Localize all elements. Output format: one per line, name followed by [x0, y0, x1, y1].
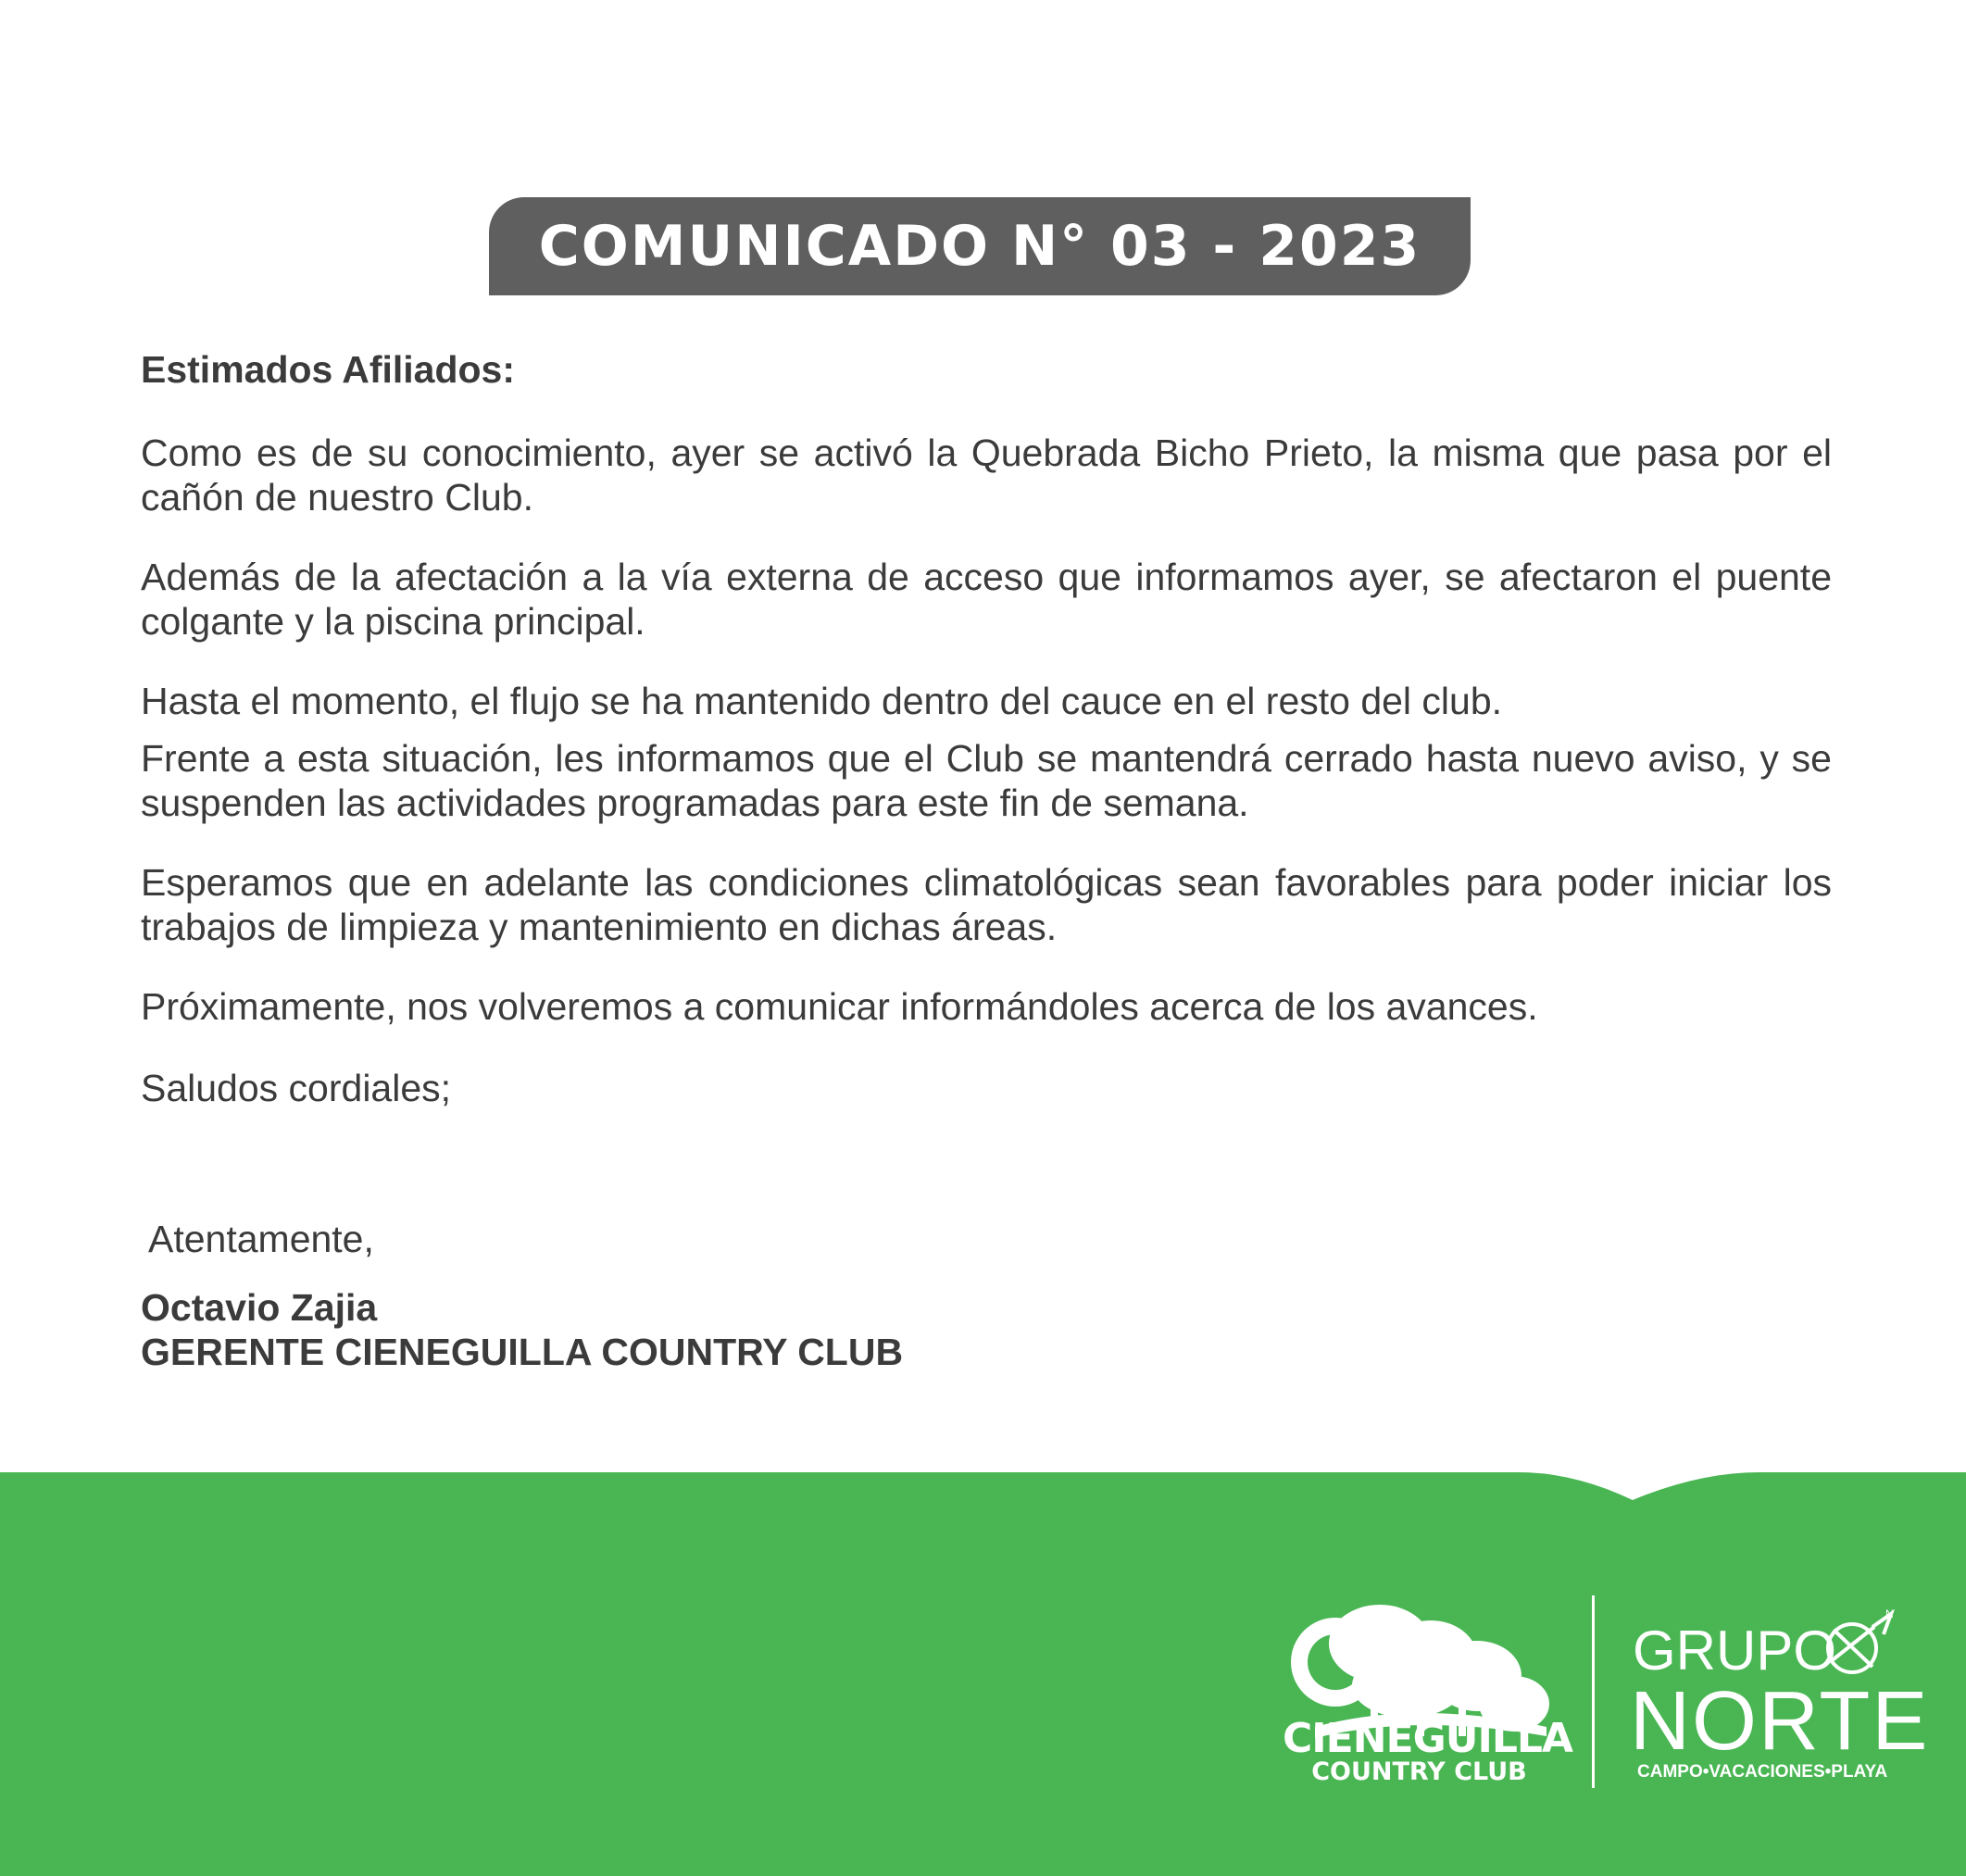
grupo-norte-tagline: CAMPO•VACACIONES•PLAYA	[1637, 1762, 1888, 1782]
page-title: COMUNICADO N° 03 - 2023	[538, 214, 1421, 279]
header-band	[489, 197, 1471, 295]
paragraph-2: Además de la afectación a la vía externa de acceso que informamos ayer, se afectaron el puente colgante y la piscina principal.	[141, 556, 1832, 643]
signer-name: Octavio Zajia	[141, 1286, 378, 1329]
regards: Atentamente,	[148, 1218, 374, 1260]
paragraph-6: Próximamente, nos volveremos a comunicar informándoles acerca de los avances.	[141, 985, 1538, 1028]
paragraph-4: Frente a esta situación, les informamos que el Club se mantendrá cerrado hasta nuevo aviso, y se suspenden las actividades programadas para este fin de semana.	[141, 737, 1832, 824]
closing: Saludos cordiales;	[141, 1067, 452, 1109]
signer-title: GERENTE CIENEGUILLA COUNTRY CLUB	[141, 1331, 904, 1373]
paragraph-1: Como es de su conocimiento, ayer se activó la Quebrada Bicho Prieto, la misma que pasa por el cañón de nuestro Club.	[141, 431, 1832, 519]
cieneguilla-wordmark: CIENEGUILLA	[1283, 1715, 1572, 1762]
compass-icon	[1817, 1607, 1900, 1681]
logo-divider	[1592, 1595, 1595, 1788]
greeting: Estimados Afiliados:	[141, 348, 515, 391]
svg-text:N: N	[1885, 1607, 1894, 1620]
cieneguilla-subtitle: COUNTRY CLUB	[1311, 1757, 1527, 1786]
norte-wordmark: NORTE	[1630, 1675, 1930, 1768]
letter-body	[141, 347, 1832, 1374]
paragraph-5: Esperamos que en adelante las condiciones climatológicas sean favorables para poder iniciar los trabajos de limpieza y mantenimiento en dichas áreas.	[141, 861, 1832, 948]
grupo-wordmark: GRUPO	[1633, 1620, 1837, 1682]
paragraph-3: Hasta el momento, el flujo se ha mantenido dentro del cauce en el resto del club.	[141, 680, 1503, 722]
